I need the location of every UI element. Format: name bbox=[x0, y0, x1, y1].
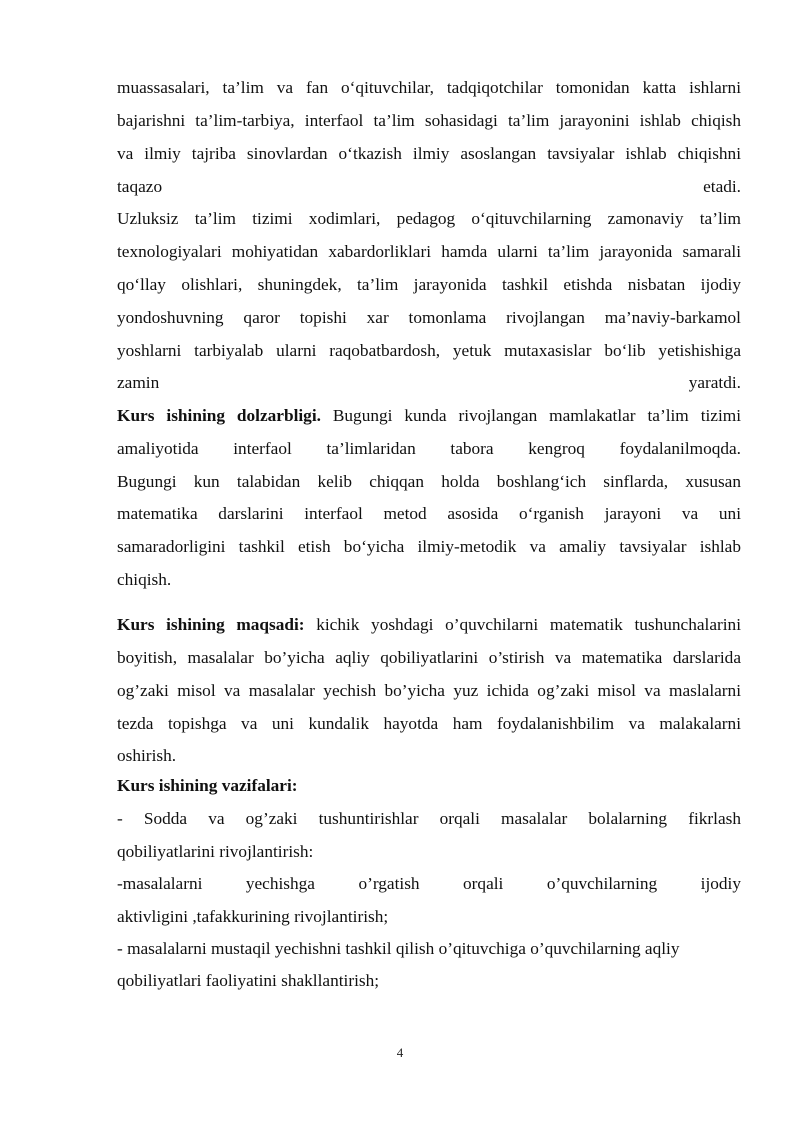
text-line: yondoshuvning qaror topishi xar tomonlama rivojlangan ma’naviy-barkamol bbox=[117, 308, 741, 327]
text-run: kichik yoshdagi o’quvchilarni matematik tushunchalarini bbox=[304, 615, 741, 634]
text-line: matematika darslarini interfaol metod asosida o‘rganish jarayoni va uni bbox=[117, 504, 741, 523]
text-line: boyitish, masalalar bo’yicha aqliy qobiliyatlarini o’stirish va matematika darslarida bbox=[117, 648, 741, 667]
list-item: -masalalarni yechishga o’rgatish orqali o’quvchilarning ijodiy bbox=[117, 874, 741, 893]
text-line: tezda topishga va uni kundalik hayotda ham foydalanishbilim va malakalarni bbox=[117, 714, 741, 733]
heading-maqsadi bbox=[117, 613, 741, 637]
text-line: yoshlarni tarbiyalab ularni raqobatbardosh, yetuk mutaxasislar bo‘lib yetishishiga bbox=[117, 341, 741, 360]
text-line: bajarishni ta’lim-tarbiya, interfaol ta’lim sohasidagi ta’lim jarayonini ishlab chiqish bbox=[117, 111, 741, 130]
text-line: Bugungi kun talabidan kelib chiqqan holda boshlang‘ich sinflarda, xususan bbox=[117, 472, 741, 491]
list-item: - Sodda va og’zaki tushuntirishlar orqali masalalar bolalarning fikrlash bbox=[117, 809, 741, 828]
text-line: og’zaki misol va masalalar yechish bo’yicha yuz ichida og’zaki misol va maslalarni bbox=[117, 681, 741, 700]
text-line bbox=[117, 371, 741, 395]
text-word: taqazo bbox=[117, 177, 163, 196]
text-line: qo‘llay olishlari, shuningdek, ta’lim jarayonida tashkil etishda nisbatan ijodiy bbox=[117, 275, 741, 294]
text-word: zamin bbox=[117, 373, 160, 392]
text-line: aktivligini ,tafakkurining rivojlantirish; bbox=[117, 907, 389, 926]
text-line: Uzluksiz ta’lim tizimi xodimlari, pedagog o‘qituvchilarning zamonaviy ta’lim bbox=[117, 209, 741, 228]
heading-dolzarbligi bbox=[117, 404, 741, 428]
heading-label: Kurs ishining maqsadi: bbox=[117, 615, 305, 634]
heading-label: Kurs ishining dolzarbligi. bbox=[117, 406, 321, 425]
text-word: etadi. bbox=[703, 177, 741, 196]
text-line: muassasalari, ta’lim va fan o‘qituvchilar, tadqiqotchilar tomonidan katta ishlarni bbox=[117, 78, 741, 97]
text-run: Bugungi kunda rivojlangan mamlakatlar ta’lim tizimi bbox=[320, 406, 742, 425]
text-line: amaliyotida interfaol ta’limlaridan tabora kengroq foydalanilmoqda. bbox=[117, 439, 741, 458]
text-word: yaratdi. bbox=[688, 373, 741, 392]
text-line: samaradorligini tashkil etish bo‘yicha ilmiy-metodik va amaliy tavsiyalar ishlab bbox=[117, 537, 741, 556]
page-number: 4 bbox=[396, 1045, 404, 1060]
text-line bbox=[117, 175, 741, 199]
text-line: chiqish. bbox=[117, 570, 172, 589]
text-line: oshirish. bbox=[117, 746, 177, 765]
text-line: qobiliyatlari faoliyatini shakllantirish; bbox=[117, 971, 380, 990]
text-line: texnologiyalari mohiyatidan xabardorliklari hamda ularni ta’lim jarayonida samarali bbox=[117, 242, 741, 261]
text-line: va ilmiy tajriba sinovlardan o‘tkazish ilmiy asoslangan tavsiyalar ishlab chiqishni bbox=[117, 144, 741, 163]
heading-vazifalari bbox=[117, 774, 741, 798]
text-line: qobiliyatlarini rivojlantirish: bbox=[117, 842, 314, 861]
list-item: - masalalarni mustaqil yechishni tashkil qilish o’qituvchiga o’quvchilarning aqliy bbox=[117, 939, 680, 958]
heading-label: Kurs ishining vazifalari: bbox=[117, 776, 298, 795]
